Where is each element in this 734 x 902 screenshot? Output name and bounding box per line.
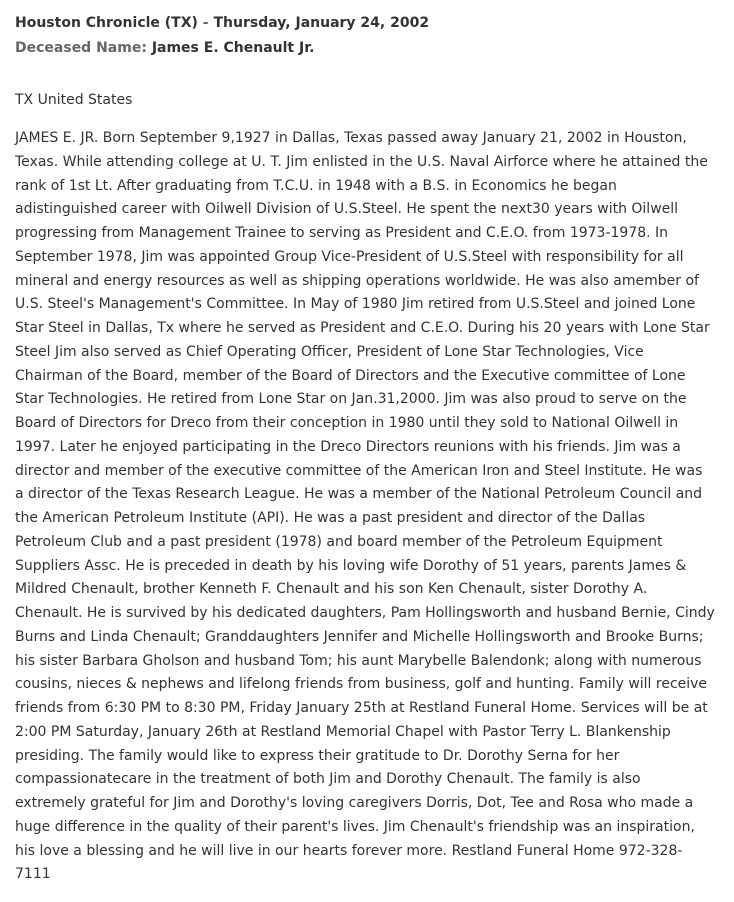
publication-line xyxy=(15,11,720,36)
deceased-name-label: Deceased Name: xyxy=(15,40,147,56)
location: TX United States xyxy=(15,92,133,108)
deceased-name-line xyxy=(15,36,720,61)
deceased-name: James E. Chenault Jr. xyxy=(151,40,315,56)
publication-date: Thursday, January 24, 2002 xyxy=(213,15,430,31)
publication-separator: - xyxy=(197,15,214,31)
publication-source: Houston Chronicle (TX) xyxy=(15,15,198,31)
obituary-text: JAMES E. JR. Born September 9,1927 in Dallas, Texas passed away January 21, 2002 in Houston, Texas. While attending college at U. T. Jim enlisted in the U.S. Naval Airforce where he attained the rank of 1st Lt. After graduating from T.C.U. in 1948 with a B.S. in Economics he began adistinguished career with Oilwell Division of U.S.Steel. He spent the next30 years with Oilwell progressing from Management Trainee to serving as President and C.E.O. from 1973-1978. In September 1978, Jim was appointed Group Vice-President of U.S.Steel with responsibility for all mineral and energy resources as well as shipping operations worldwide. He was also amember of U.S. Steel's Management's Committee. In May of 1980 Jim retired from U.S.Steel and joined Lone Star Steel in Dallas, Tx where he served as President and C.E.O. During his 20 years with Lone Star Steel Jim also served as Chief Operating Officer, President of Lone Star Technologies, Vice Chairman of the Board, member of the Board of Directors and the Executive committee of Lone Star Technologies. He retired from Lone Star on Jan.31,2000. Jim was also proud to serve on the Board of Directors for Dreco from their conception in 1980 until they sold to National Oilwell in 1997. Later he enjoyed participating in the Dreco Directors reunions with his friends. Jim was a director and member of the executive committee of the American Iron and Steel Institute. He was a director of the Texas Research League. He was a member of the National Petroleum Council and the American Petroleum Institute (API). He was a past president and director of the Dallas Petroleum Club and a past president (1978) and board member of the Petroleum Equipment Suppliers Assc. He is preceded in death by his loving wife Dorothy of 51 years, parents James & Mildred Chenault, brother Kenneth F. Chenault and his son Ken Chenault, sister Dorothy A. Chenault. He is survived by his dedicated daughters, Pam Hollingsworth and husband Bernie, Cindy Burns and Linda Chenault; Granddaughters Jennifer and Michelle Hollingsworth and Brooke Burns; his sister Barbara Gholson and husband Tom; his aunt Marybelle Balendonk; along with numerous cousins, nieces & nephews and lifelong friends from business, golf and hunting. Family will receive friends from 6:30 PM to 8:30 PM, Friday January 25th at Restland Funeral Home. Services will be at 2:00 PM Saturday, January 26th at Restland Memorial Chapel with Pastor Terry L. Blankenship presiding. The family would like to express their gratitude to Dr. Dorothy Serna for her compassionatecare in the treatment of both Jim and Dorothy Chenault. The family is also extremely grateful for Jim and Dorothy's loving caregivers Dorris, Dot, Tee and Rosa who made a huge difference in the quality of their parent's lives. Jim Chenault's friendship was an inspiration, his love a blessing and he will live in our hearts forever more. Restland Funeral Home 972-328-7111 xyxy=(15,130,715,883)
